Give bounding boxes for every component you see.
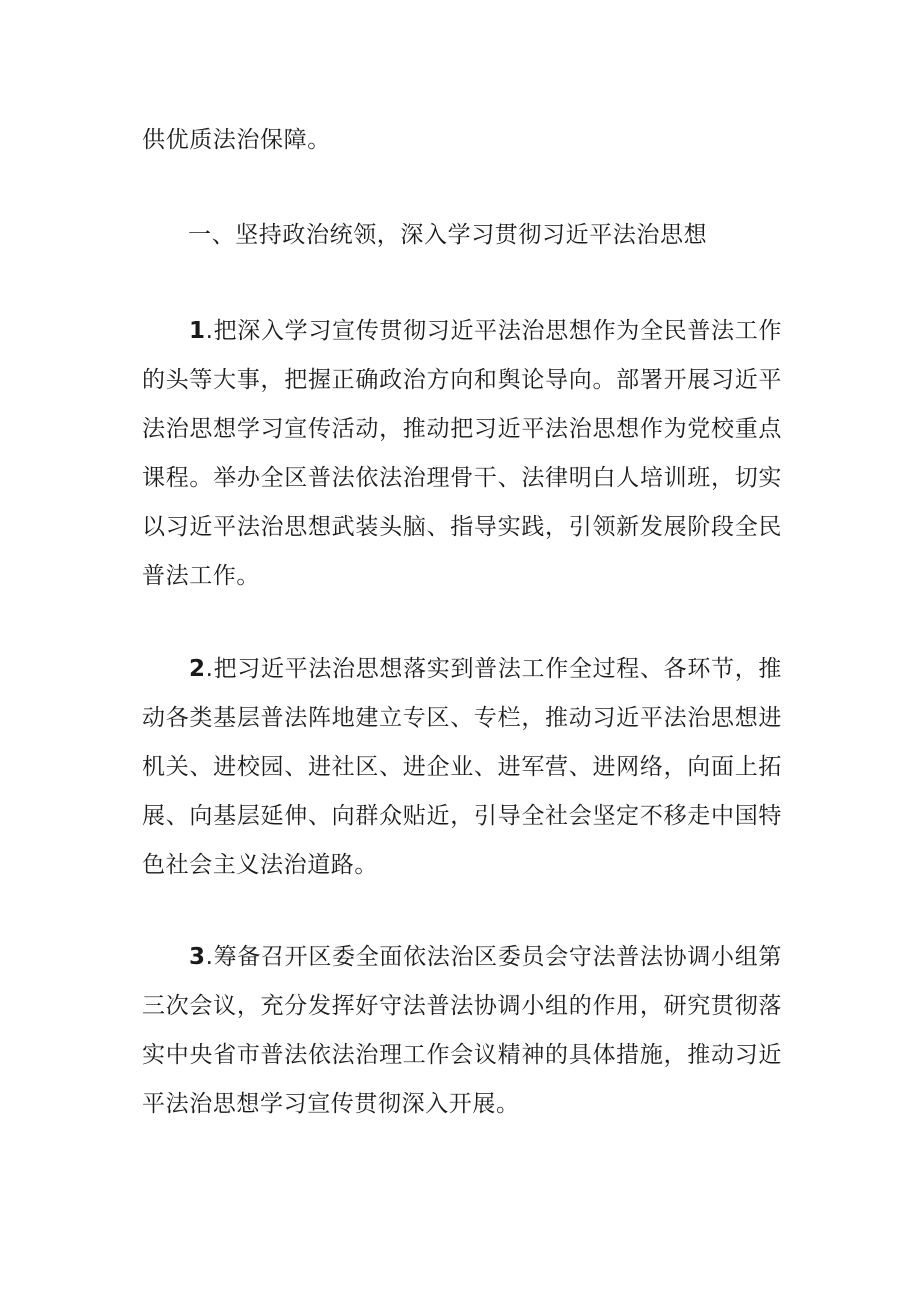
item-number: 2 (189, 656, 206, 682)
continuation-paragraph: 供优质法治保障。 (142, 127, 331, 153)
item-text: .筹备召开区委全面依法治区委员会守法普法协调小组第三次会议，充分发挥好守法普法协调小组的作用，研究贯彻落实中央省市普法依法治理工作会议精神的具体措施，推动习近平法治思想学习宣传贯彻深入开展。 (142, 944, 782, 1117)
item-text: .把深入学习宣传贯彻习近平法治思想作为全民普法工作的头等大事，把握正确政治方向和舆论导向。部署开展习近平法治思想学习宣传活动，推动把习近平法治思想作为党校重点课程。举办全区普法依法治理骨干、法律明白人培训班，切实以习近平法治思想武装头脑、指导实践，引领新发展阶段全民普法工作。 (142, 318, 782, 589)
section-heading: 一、坚持政治统领，深入学习贯彻习近平法治思想 (188, 222, 708, 248)
item-number: 3 (189, 944, 206, 970)
list-item (142, 645, 782, 890)
item-number: 1 (189, 318, 206, 344)
item-text: .把习近平法治思想落实到普法工作全过程、各环节，推动各类基层普法阵地建立专区、专栏，推动习近平法治思想进机关、进校园、进社区、进企业、进军营、进网络，向面上拓展、向基层延伸、向群众贴近，引导全社会坚定不移走中国特色社会主义法治道路。 (142, 656, 782, 878)
list-item (142, 933, 782, 1129)
list-item (142, 307, 782, 601)
